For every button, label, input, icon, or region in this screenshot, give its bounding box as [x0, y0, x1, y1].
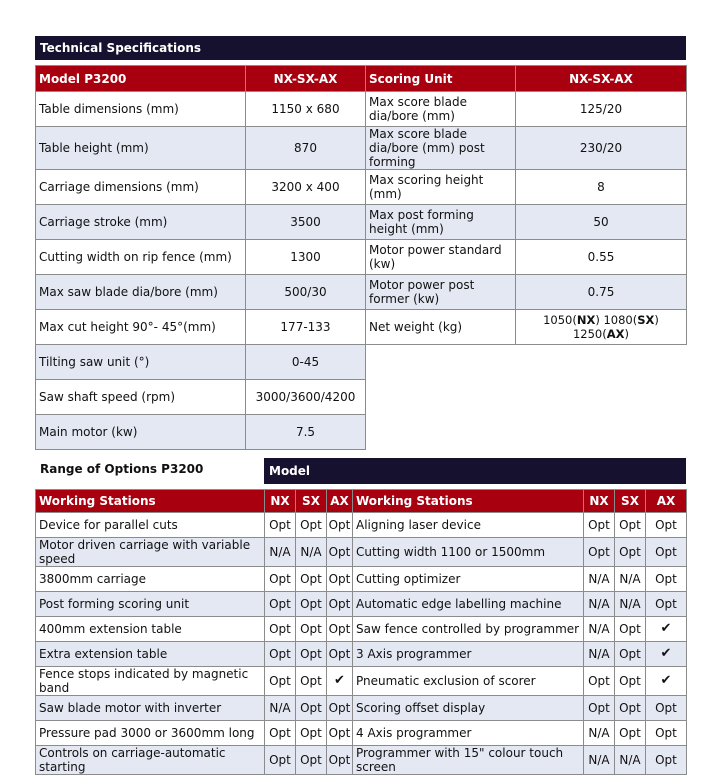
weight-text: 1050(: [543, 313, 577, 327]
scoring-label: Max scoring height (mm): [366, 170, 516, 205]
option-label: Programmer with 15" colour touch screen: [353, 746, 584, 775]
option-label: Post forming scoring unit: [36, 592, 265, 617]
spec-value: 3500: [246, 205, 366, 240]
option-sx-value: Opt: [296, 592, 327, 617]
option-nx-value: Opt: [265, 513, 296, 538]
option-nx-value: Opt: [265, 617, 296, 642]
spec-header-row: [36, 66, 687, 92]
option-label: Saw blade motor with inverter: [36, 696, 265, 721]
option-ax-value: ✔: [646, 617, 687, 642]
option-ax-value: Opt: [646, 513, 687, 538]
option-sx-value: N/A: [615, 567, 646, 592]
scoring-value: 8: [516, 170, 687, 205]
option-nx-value: Opt: [265, 592, 296, 617]
option-sx-value: N/A: [615, 746, 646, 775]
option-label: Pressure pad 3000 or 3600mm long: [36, 721, 265, 746]
spec-header-nxsxax-left: NX-SX-AX: [246, 66, 366, 92]
option-row: [36, 513, 687, 538]
option-row: [36, 721, 687, 746]
header-working-stations-right: Working Stations: [353, 490, 584, 513]
spec-label: Tilting saw unit (°): [36, 345, 246, 380]
scoring-label: Max post forming height (mm): [366, 205, 516, 240]
option-label: Extra extension table: [36, 642, 265, 667]
spec-header-scoring-unit: Scoring Unit: [366, 66, 516, 92]
spec-row: [36, 415, 687, 450]
option-row: [36, 696, 687, 721]
option-ax-value: Opt: [327, 567, 353, 592]
scoring-value: 50: [516, 205, 687, 240]
option-sx-value: Opt: [615, 696, 646, 721]
option-sx-value: Opt: [615, 667, 646, 696]
model-code: AX: [606, 327, 625, 341]
spec-title: Technical Specifications: [40, 41, 202, 55]
spec-value: 0-45: [246, 345, 366, 380]
scoring-value: [516, 310, 687, 345]
option-nx-value: N/A: [584, 642, 615, 667]
spec-label: Saw shaft speed (rpm): [36, 380, 246, 415]
spec-label: Carriage stroke (mm): [36, 205, 246, 240]
spec-value: 500/30: [246, 275, 366, 310]
option-nx-value: N/A: [265, 696, 296, 721]
option-sx-value: Opt: [615, 513, 646, 538]
option-nx-value: Opt: [265, 567, 296, 592]
option-sx-value: N/A: [615, 592, 646, 617]
option-sx-value: Opt: [296, 721, 327, 746]
option-nx-value: N/A: [584, 567, 615, 592]
option-label: Scoring offset display: [353, 696, 584, 721]
option-row: [36, 538, 687, 567]
option-nx-value: N/A: [584, 617, 615, 642]
options-title: Range of Options P3200: [40, 462, 204, 476]
option-ax-value: Opt: [327, 642, 353, 667]
option-ax-value: Opt: [327, 592, 353, 617]
option-ax-value: Opt: [646, 567, 687, 592]
option-label: 3 Axis programmer: [353, 642, 584, 667]
spec-label: Max cut height 90°- 45°(mm): [36, 310, 246, 345]
scoring-value: 0.75: [516, 275, 687, 310]
option-row: [36, 567, 687, 592]
scoring-value: 0.55: [516, 240, 687, 275]
option-ax-value: Opt: [646, 746, 687, 775]
option-label: Aligning laser device: [353, 513, 584, 538]
spec-row: [36, 240, 687, 275]
option-sx-value: Opt: [615, 538, 646, 567]
option-ax-value: Opt: [327, 538, 353, 567]
option-sx-value: Opt: [296, 513, 327, 538]
weight-text: ) 1250(: [572, 313, 659, 341]
option-label: 3800mm carriage: [36, 567, 265, 592]
option-ax-value: ✔: [327, 667, 353, 696]
option-row: [36, 592, 687, 617]
option-nx-value: N/A: [584, 592, 615, 617]
scoring-label: Motor power post former (kw): [366, 275, 516, 310]
spec-row: [36, 92, 687, 127]
option-nx-value: Opt: [265, 746, 296, 775]
option-sx-value: Opt: [296, 696, 327, 721]
option-nx-value: Opt: [265, 721, 296, 746]
model-code: NX: [576, 313, 596, 327]
option-ax-value: Opt: [327, 696, 353, 721]
spec-value: 1150 x 680: [246, 92, 366, 127]
header-sx-left: SX: [296, 490, 327, 513]
scoring-label: Max score blade dia/bore (mm) post forming: [366, 127, 516, 170]
spec-value: 177-133: [246, 310, 366, 345]
option-sx-value: Opt: [296, 567, 327, 592]
option-row: [36, 746, 687, 775]
spec-value: 7.5: [246, 415, 366, 450]
scoring-label: Net weight (kg): [366, 310, 516, 345]
weight-text: ): [624, 327, 630, 341]
option-label: 400mm extension table: [36, 617, 265, 642]
option-nx-value: Opt: [584, 696, 615, 721]
option-nx-value: N/A: [265, 538, 296, 567]
option-ax-value: ✔: [646, 667, 687, 696]
option-nx-value: N/A: [584, 721, 615, 746]
option-ax-value: Opt: [646, 696, 687, 721]
option-row: [36, 667, 687, 696]
option-label: Automatic edge labelling machine: [353, 592, 584, 617]
spec-label: Table dimensions (mm): [36, 92, 246, 127]
option-label: Motor driven carriage with variable speed: [36, 538, 265, 567]
spec-row: [36, 345, 687, 380]
spec-row: [36, 380, 687, 415]
option-ax-value: Opt: [327, 721, 353, 746]
spec-value: 3000/3600/4200: [246, 380, 366, 415]
empty-cell: [366, 345, 687, 380]
options-header-row: [36, 490, 687, 513]
spec-header-model: Model P3200: [36, 66, 246, 92]
spec-title-bar: [35, 36, 686, 60]
spec-label: Main motor (kw): [36, 415, 246, 450]
option-nx-value: Opt: [265, 642, 296, 667]
option-label: Saw fence controlled by programmer: [353, 617, 584, 642]
option-sx-value: Opt: [296, 667, 327, 696]
option-label: Cutting width 1100 or 1500mm: [353, 538, 584, 567]
option-label: 4 Axis programmer: [353, 721, 584, 746]
option-sx-value: Opt: [296, 746, 327, 775]
option-sx-value: N/A: [296, 538, 327, 567]
option-nx-value: Opt: [584, 513, 615, 538]
spec-row: [36, 170, 687, 205]
option-label: Fence stops indicated by magnetic band: [36, 667, 265, 696]
scoring-label: Motor power standard (kw): [366, 240, 516, 275]
option-ax-value: Opt: [646, 721, 687, 746]
model-code: SX: [637, 313, 655, 327]
header-ax-right: AX: [646, 490, 687, 513]
header-ax-left: AX: [327, 490, 353, 513]
option-sx-value: Opt: [296, 617, 327, 642]
option-nx-value: Opt: [265, 667, 296, 696]
scoring-label: Max score blade dia/bore (mm): [366, 92, 516, 127]
options-table: [35, 489, 687, 775]
option-nx-value: Opt: [584, 667, 615, 696]
option-ax-value: Opt: [327, 617, 353, 642]
option-label: Pneumatic exclusion of scorer: [353, 667, 584, 696]
spec-header-nxsxax-right: NX-SX-AX: [516, 66, 687, 92]
spec-value: 3200 x 400: [246, 170, 366, 205]
option-ax-value: Opt: [327, 746, 353, 775]
options-model-bar: [264, 458, 686, 484]
empty-cell: [366, 415, 687, 450]
option-label: Controls on carriage-automatic starting: [36, 746, 265, 775]
option-sx-value: Opt: [615, 721, 646, 746]
option-nx-value: N/A: [584, 746, 615, 775]
option-ax-value: Opt: [646, 538, 687, 567]
options-model-label: Model: [269, 464, 311, 478]
option-label: Cutting optimizer: [353, 567, 584, 592]
option-ax-value: Opt: [327, 513, 353, 538]
spec-label: Max saw blade dia/bore (mm): [36, 275, 246, 310]
scoring-value: 125/20: [516, 92, 687, 127]
option-label: Device for parallel cuts: [36, 513, 265, 538]
option-row: [36, 617, 687, 642]
spec-row: [36, 310, 687, 345]
weight-text: ) 1080(: [595, 313, 638, 327]
option-row: [36, 642, 687, 667]
spec-row: [36, 275, 687, 310]
spec-label: Table height (mm): [36, 127, 246, 170]
spec-value: 870: [246, 127, 366, 170]
spec-label: Carriage dimensions (mm): [36, 170, 246, 205]
scoring-value: 230/20: [516, 127, 687, 170]
empty-cell: [366, 380, 687, 415]
option-nx-value: Opt: [584, 538, 615, 567]
option-ax-value: Opt: [646, 592, 687, 617]
spec-label: Cutting width on rip fence (mm): [36, 240, 246, 275]
option-ax-value: ✔: [646, 642, 687, 667]
header-sx-right: SX: [615, 490, 646, 513]
option-sx-value: Opt: [615, 642, 646, 667]
spec-row: [36, 205, 687, 240]
header-working-stations-left: Working Stations: [36, 490, 265, 513]
option-sx-value: Opt: [615, 617, 646, 642]
header-nx-right: NX: [584, 490, 615, 513]
spec-table: [35, 65, 687, 450]
header-nx-left: NX: [265, 490, 296, 513]
option-sx-value: Opt: [296, 642, 327, 667]
spec-value: 1300: [246, 240, 366, 275]
spec-row: [36, 127, 687, 170]
